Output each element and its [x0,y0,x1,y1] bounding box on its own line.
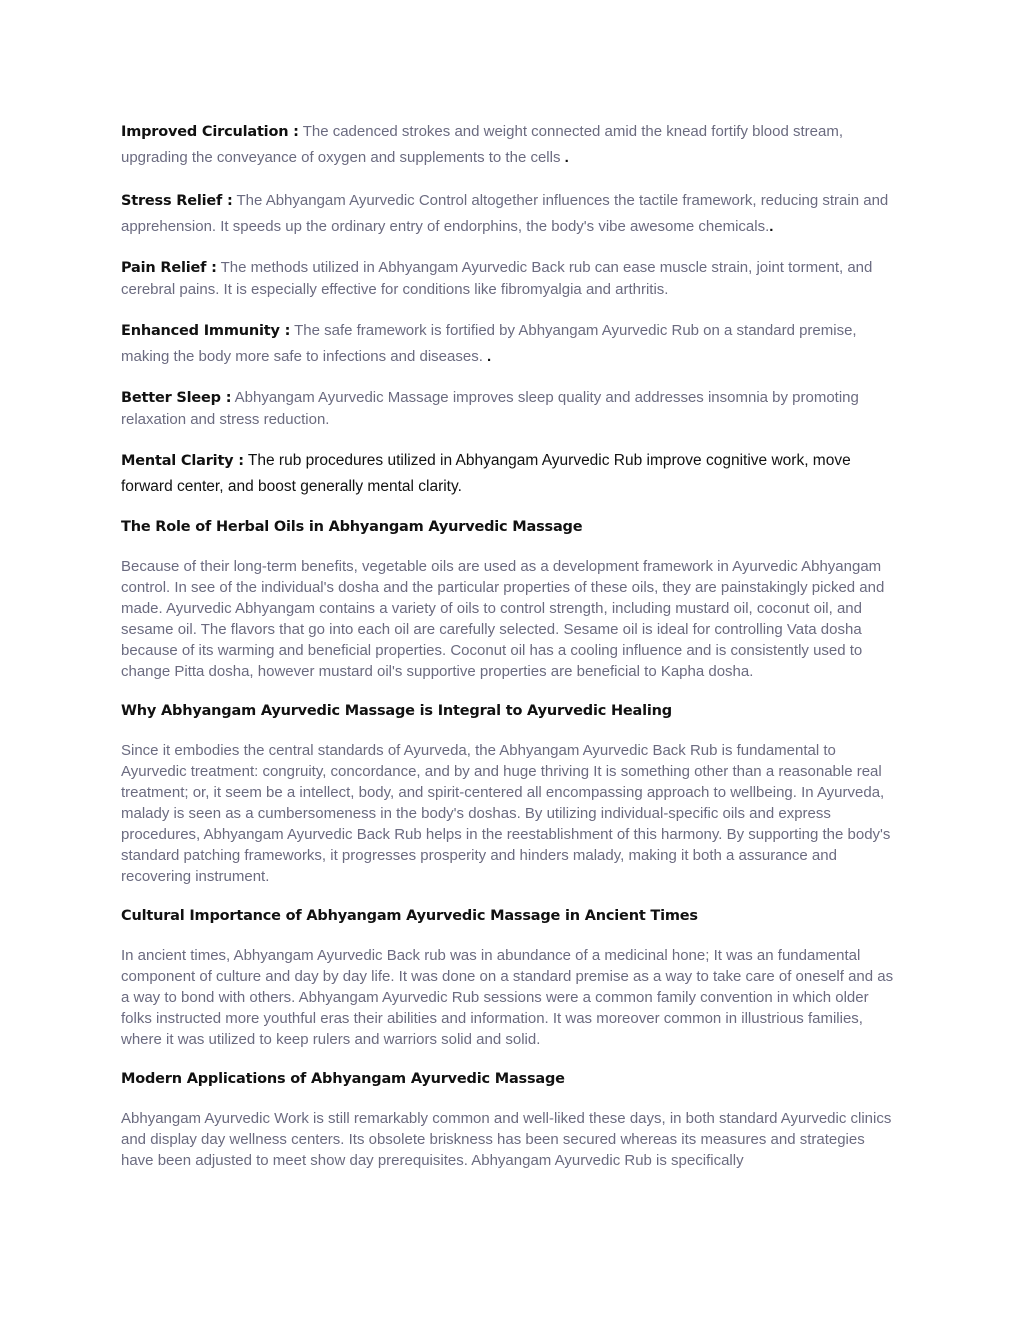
benefit-text: The cadenced strokes and weight connected amid the knead fortify blood stream, upgrading the conveyance of oxygen and supplements to the cells [121,123,844,166]
benefit-text: Abhyangam Ayurvedic Massage improves sleep quality and addresses insomnia by promoting relaxation and stress reduction. [121,389,859,428]
document-page [121,119,901,1190]
benefit-label: Better Sleep : [121,390,232,406]
benefit-text: The Abhyangam Ayurvedic Control altogether influences the tactile framework, reducing strain and apprehension. It speeds up the ordinary entry of endorphins, the body's vibe awesome chemicals. [121,192,889,235]
section-heading-modern-applications: Modern Applications of Abhyangam Ayurvedic Massage [121,1071,565,1087]
benefit-label: Pain Relief : [121,260,217,276]
section-body-cultural-importance: In ancient times, Abhyangam Ayurvedic Back rub was in abundance of a medicinal hone; It was an fundamental component of culture and day by day life. It was done on a standard premise as a way to take care of oneself and as a way to bond with others. Abhyangam Ayurvedic Rub sessions were a common family convention in which older folks instructed more youthful eras their abilities and information. It was moreover common in illustrious families, where it was utilized to keep rulers and warriors solid and solid. [121,947,894,1048]
benefit-label: Improved Circulation : [121,124,299,140]
benefit-end: . [487,348,492,365]
benefit-label: Mental Clarity : [121,453,244,469]
benefit-stress-relief [121,188,901,240]
benefit-label: Stress Relief : [121,193,233,209]
section-heading-herbal-oils: The Role of Herbal Oils in Abhyangam Ayurvedic Massage [121,519,583,535]
benefit-mental-clarity [121,448,901,500]
benefit-text: The safe framework is fortified by Abhyangam Ayurvedic Rub on a standard premise, making the body more safe to infections and diseases. [121,322,857,365]
benefit-end: . [769,218,774,235]
benefit-text: The rub procedures utilized in Abhyangam Ayurvedic Rub improve cognitive work, move forward center, and boost generally mental clarity. [121,452,851,495]
benefit-improved-circulation [121,119,901,171]
section-heading-integral-healing: Why Abhyangam Ayurvedic Massage is Integral to Ayurvedic Healing [121,703,672,719]
benefit-pain-relief [121,257,901,301]
section-body-modern-applications: Abhyangam Ayurvedic Work is still remarkably common and well-liked these days, in both standard Ayurvedic clinics and display day wellness centers. Its obsolete briskness has been secured whereas its measures and strategies have been adjusted to meet show day prerequisites. Abhyangam Ayurvedic Rub is specifically [121,1110,892,1169]
benefit-enhanced-immunity [121,318,901,370]
benefit-label: Enhanced Immunity : [121,323,291,339]
benefit-end: . [564,149,569,166]
section-body-integral-healing: Since it embodies the central standards of Ayurveda, the Abhyangam Ayurvedic Back Rub is fundamental to Ayurvedic treatment: congruity, concordance, and by and huge thriving It is something other than a reasonable real treatment; or, it seem be a intellect, body, and spirit-centered all encompassing approach to wellbeing. In Ayurveda, malady is seen as a cumbersomeness in the body's doshas. By utilizing individual-specific oils and express procedures, Abhyangam Ayurvedic Back Rub helps in the reestablishment of this harmony. By supporting the body's standard patching frameworks, it progresses prosperity and hinders malady, making it both a assurance and recovering instrument. [121,742,891,885]
section-body-herbal-oils: Because of their long-term benefits, vegetable oils are used as a development framework in Ayurvedic Abhyangam control. In see of the individual's dosha and the particular properties of these oils, they are painstakingly picked and made. Ayurvedic Abhyangam contains a variety of oils to control strength, including mustard oil, coconut oil, and sesame oil. The flavors that go into each oil are carefully selected. Sesame oil is ideal for controlling Vata dosha because of its warming and beneficial properties. Coconut oil has a cooling influence and is consistently used to change Pitta dosha, however mustard oil's supportive properties are beneficial to Kapha dosha. [121,558,885,680]
benefit-text: The methods utilized in Abhyangam Ayurvedic Back rub can ease muscle strain, joint torment, and cerebral pains. It is especially effective for conditions like fibromyalgia and arthritis. [121,259,873,298]
benefit-better-sleep [121,387,901,431]
section-heading-cultural-importance: Cultural Importance of Abhyangam Ayurvedic Massage in Ancient Times [121,908,698,924]
